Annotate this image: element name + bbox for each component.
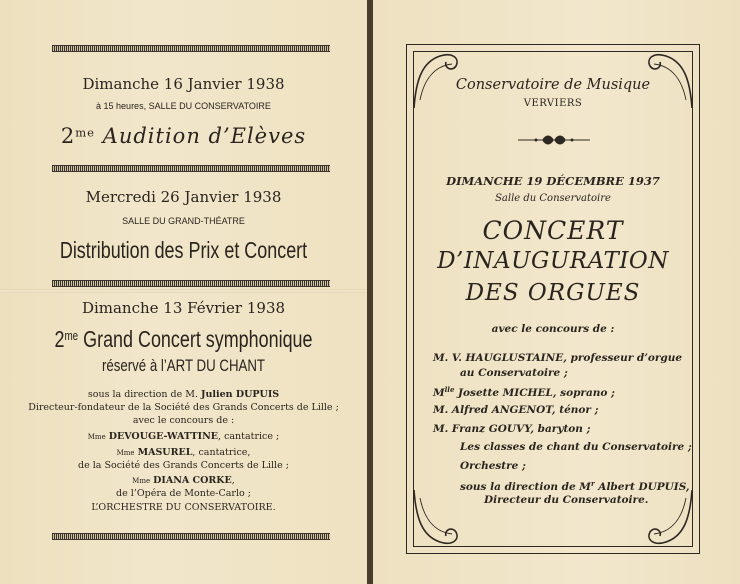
institution-city: VERVIERS xyxy=(523,98,583,109)
institution-name: Conservatoire de Musique xyxy=(455,77,651,93)
performer-2: Mme MASUREL, cantatrice, xyxy=(116,447,251,458)
concert-date: DIMANCHE 19 DÉCEMBRE 1937 xyxy=(446,174,660,188)
concert-place: Salle du Conservatoire xyxy=(495,193,611,204)
divider-bar xyxy=(52,165,330,172)
participant-5: Les classes de chant du Conservatoire ; xyxy=(460,441,692,453)
divider-bar xyxy=(52,280,330,287)
performer-3-role: de l’Opéra de Monte-Carlo ; xyxy=(116,488,251,499)
direction-line: sous la direction de $M^r$ Albert DUPUIS, xyxy=(460,479,690,493)
event1-title: $2^{me}$ Audition d’Elèves xyxy=(60,124,307,148)
event2-place: SALLE DU GRAND-THÉATRE xyxy=(122,216,245,226)
event2-title: Distribution des Prix et Concert xyxy=(59,237,308,263)
participant-1-role: au Conservatoire ; xyxy=(460,367,568,379)
participant-6: Orchestre ; xyxy=(460,460,526,472)
orchestra: L’ORCHESTRE DU CONSERVATOIRE. xyxy=(91,502,276,513)
performer-3: Mme DIANA CORKE, xyxy=(132,475,235,486)
page-fold xyxy=(0,289,367,293)
event1-date: Dimanche 16 Janvier 1938 xyxy=(82,75,285,93)
divider-bar xyxy=(52,533,330,540)
concert-title-line3: DES ORGUES xyxy=(465,280,641,306)
event3-direction-role: Directeur-fondateur de la Société des Grands Concerts de Lille ; xyxy=(28,402,339,413)
event3-direction: sous la direction de M. Julien DUPUIS xyxy=(87,389,280,400)
event3-title: $2^{me}$ Grand Concert symphonique xyxy=(54,326,313,352)
concert-title-line1: CONCERT xyxy=(482,216,624,245)
participant-1: M. V. HAUGLUSTAINE, professeur d’orgue xyxy=(433,352,683,364)
event1-time-place: à 15 heures, SALLE DU CONSERVATOIRE xyxy=(96,101,271,111)
concours-label: avec le concours de : xyxy=(491,323,615,335)
fleuron-ornament-icon xyxy=(516,132,592,148)
direction-role: Directeur du Conservatoire. xyxy=(484,494,649,506)
performer-1: Mme DEVOUGE-WATTINE, cantatrice ; xyxy=(87,431,280,442)
event3-date: Dimanche 13 Février 1938 xyxy=(81,299,286,317)
divider-bar xyxy=(52,45,330,52)
performer-2-role: de la Société des Grands Concerts de Lille ; xyxy=(78,460,289,471)
concert-title-line2: D’INAUGURATION xyxy=(437,248,669,274)
event2-date: Mercredi 26 Janvier 1938 xyxy=(85,188,282,206)
participant-2: $M^{lle}$ Josette MICHEL, soprano ; xyxy=(433,385,615,399)
event3-concours: avec le concours de : xyxy=(132,415,235,426)
corner-ornament-icon xyxy=(412,488,472,548)
participant-3: M. Alfred ANGENOT, ténor ; xyxy=(433,404,599,416)
participant-4: M. Franz GOUVY, baryton ; xyxy=(433,423,591,435)
event3-subtitle: réservé à l’ART DU CHANT xyxy=(101,356,266,375)
